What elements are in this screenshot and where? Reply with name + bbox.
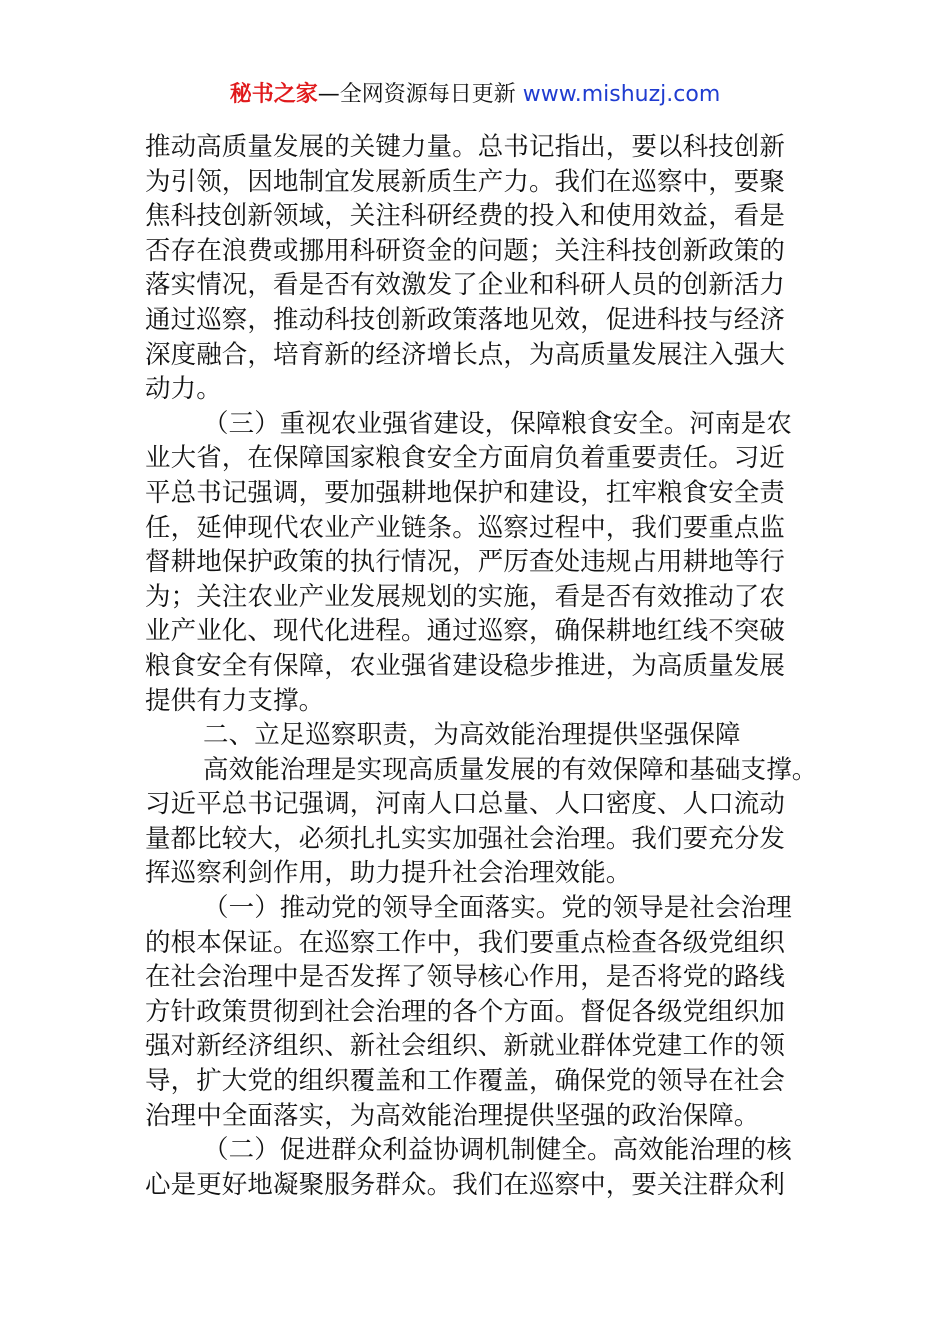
text-line: 治理中全面落实，为高效能治理提供坚强的政治保障。 [145,1100,760,1131]
text-line: （二）促进群众利益协调机制健全。高效能治理的核 [203,1135,792,1166]
text-line: 平总书记强调，要加强耕地保护和建设，扛牢粮食安全责 [145,477,786,508]
text-line: 粮食安全有保障，农业强省建设稳步推进，为高质量发展 [145,650,786,681]
text-line: 在社会治理中是否发挥了领导核心作用，是否将党的路线 [145,962,786,993]
text-line: 量都比较大，必须扎扎实实加强社会治理。我们要充分发 [145,823,786,854]
text-line: 方针政策贯彻到社会治理的各个方面。督促各级党组织加 [145,996,786,1027]
text-line: 为；关注农业产业发展规划的实施，看是否有效推动了农 [145,581,786,612]
text-line: 业产业化、现代化进程。通过巡察，确保耕地红线不突破 [145,616,786,647]
text-line: 的根本保证。在巡察工作中，我们要重点检查各级党组织 [145,927,786,958]
text-line: 督耕地保护政策的执行情况，严厉查处违规占用耕地等行 [145,547,786,578]
text-line: 提供有力支撑。 [145,685,325,716]
text-line: 习近平总书记强调，河南人口总量、人口密度、人口流动 [145,789,786,820]
text-line: 通过巡察，推动科技创新政策落地见效，促进科技与经济 [145,304,786,335]
brand-name: 秘书之家 [229,82,318,107]
text-line: 焦科技创新领域，关注科研经费的投入和使用效益，看是 [145,201,786,232]
text-line: 导，扩大党的组织覆盖和工作覆盖，确保党的领导在社会 [145,1066,786,1097]
text-line: 强对新经济组织、新社会组织、新就业群体党建工作的领 [145,1031,786,1062]
text-line: 为引领，因地制宜发展新质生产力。我们在巡察中，要聚 [145,166,786,197]
site-header [0,80,950,110]
text-line: 否存在浪费或挪用科研资金的问题；关注科技创新政策的 [145,235,786,266]
text-line: （三）重视农业强省建设，保障粮食安全。河南是农 [203,408,792,439]
document-body [145,130,818,1202]
text-line: 心是更好地凝聚服务群众。我们在巡察中，要关注群众利 [145,1169,786,1200]
text-line: 落实情况，看是否有效激发了企业和科研人员的创新活力 [145,270,786,301]
text-line: 业大省，在保障国家粮食安全方面肩负着重要责任。习近 [145,443,786,474]
text-line: （一）推动党的领导全面落实。党的领导是社会治理 [203,893,792,924]
text-line: 二、立足巡察职责，为高效能治理提供坚强保障 [203,720,741,751]
text-line: 挥巡察利剑作用，助力提升社会治理效能。 [145,858,632,889]
text-line: 推动高质量发展的关键力量。总书记指出，要以科技创新 [145,132,786,162]
text-line: 任，延伸现代农业产业链条。巡察过程中，我们要重点监 [145,512,786,543]
text-line: 高效能治理是实现高质量发展的有效保障和基础支撑。 [203,754,818,785]
header-tagline: —全网资源每日更新 [317,82,516,107]
site-url-link[interactable]: www.mishuzj.com [515,82,721,107]
text-line: 深度融合，培育新的经济增长点，为高质量发展注入强大 [145,339,786,370]
text-line: 动力。 [145,374,222,405]
